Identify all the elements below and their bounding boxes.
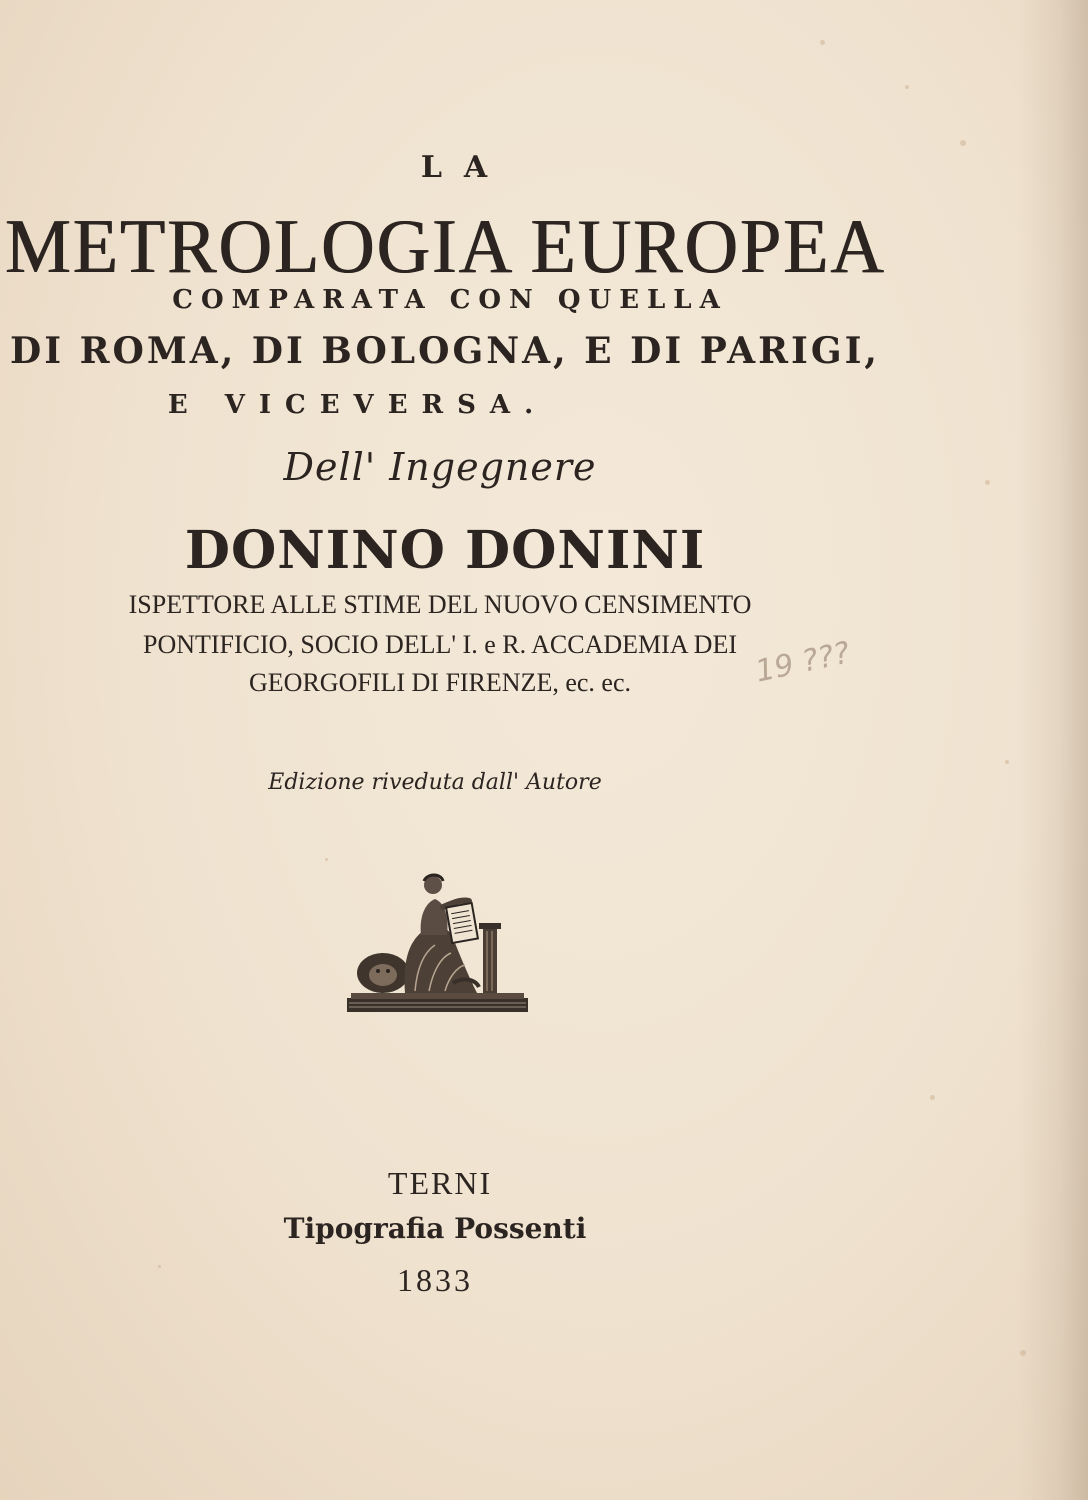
author-credentials-line: ISPETTORE ALLE STIME DEL NUOVO CENSIMENTO [128, 590, 752, 619]
author-name: DONINO DONINI [184, 520, 706, 581]
by-line: Dell' Ingegnere [283, 445, 597, 489]
author-credentials-line: PONTIFICIO, SOCIO DELL' I. e R. ACCADEMIA DEI [142, 630, 737, 659]
page-edge-shadow [1018, 0, 1088, 1500]
imprint-year: 1833 [397, 1262, 473, 1298]
subtitle-line-1: COMPARATA CON QUELLA [172, 285, 728, 315]
foxing-spot [1020, 1350, 1026, 1356]
foxing-spot [960, 140, 966, 146]
foxing-spot [930, 1095, 935, 1100]
foxing-spot [1005, 760, 1009, 764]
subtitle-line-2: DI ROMA, DI BOLOGNA, E DI PARIGI, [10, 330, 880, 372]
foxing-spot [820, 40, 825, 45]
main-title: METROLOGIA EUROPEA [4, 203, 886, 291]
pencil-annotation: 19 ??? [752, 635, 854, 690]
title-article: LA [420, 150, 510, 185]
foxing-spot [985, 480, 990, 485]
allegorical-figure-vignette [345, 865, 530, 1020]
author-credentials-line: GEORGOFILI DI FIRENZE, ec. ec. [249, 668, 631, 697]
imprint-printer: Tipografia Possenti [283, 1212, 587, 1245]
foxing-spot [905, 85, 909, 89]
subtitle-line-3: E VICEVERSA. [167, 390, 548, 420]
edition-note: Edizione riveduta dall' Autore [268, 770, 602, 795]
foxing-spot [325, 858, 328, 861]
imprint-city: TERNI [387, 1165, 493, 1201]
